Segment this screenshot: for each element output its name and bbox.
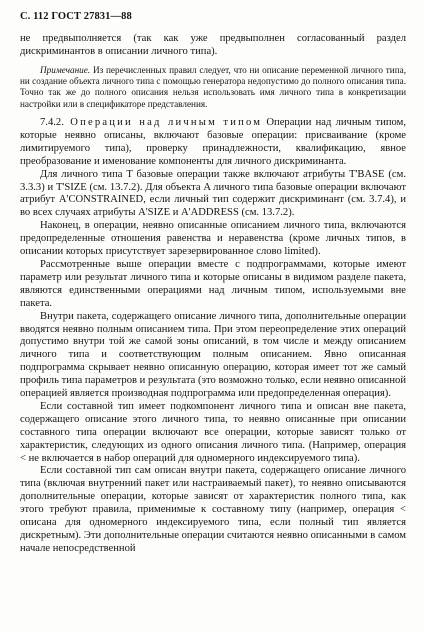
paragraph-3: Наконец, в операции, неявно описанные описанием личного типа, включаются предопределенные отношения равенства и неравенства (кроме личных типов, в описании которых присутствует зарезервированное слово limited). xyxy=(20,220,406,258)
paragraph-2: Для личного типа T базовые операции также включают атрибуты T'BASE (см. 3.3.3) и T'SIZE (см. 13.7.2). Для объекта A личного типа базовые операции включают атрибут A'CONSTRAINED, если личный тип содержит дискриминант (см. 3.7.4), и во всех случаях атрибуты A'SIZE и A'ADDRESS (см. 13.7.2). xyxy=(20,168,406,219)
section-heading-paragraph xyxy=(20,117,406,169)
paragraph-4: Рассмотренные выше операции вместе с подпрограммами, которые имеют параметр или результат личного типа и которые описаны в видимом разделе пакета, являются единственными операциями над личным типом, используемыми вне пакета. xyxy=(20,258,406,309)
section-number: 7.4.2. xyxy=(40,117,64,128)
paragraph-5: Внутри пакета, содержащего описание личного типа, дополнительные операции вводятся неявно полным описанием типа. При этом переопределение этих операций допустимо внутри той же самой зоны описаний, в том числе и между описанием личного типа и соответствующим полным описанием. Явно описанная подпрограмма скрывает неявно описанную операцию, которая имеет тот же самый профиль типа параметров и результата (это возможно только, если неявно описанной операцией является производная подпрограмма или предопределенная операция). xyxy=(20,310,406,400)
section-title: Операции над личным типом xyxy=(63,117,263,128)
note-text: Из перечисленных правил следует, что ни описание переменной личного типа, ни создание объекта личного типа с помощью генератора недопустимо до полного описания типа. Точно так же до полного описания нельзя использовать имя личного типа в конкретизации настройки или в спецификаторе представления. xyxy=(20,64,406,109)
paragraph-6: Если составной тип имеет подкомпонент личного типа и описан вне пакета, содержащего описание этого личного типа, то неявно описанные при описании составного типа операции включают все операции, которые зависят только от характеристик, следующих из одного описания личного типа. (Например, операция < не включается в набор операций для одномерного индексируемого типа). xyxy=(20,400,406,464)
note-paragraph xyxy=(20,65,406,110)
paragraph-1: Операции над личным типом, которые неявно описаны, включают базовые операции: присваивание (кроме лимитируемого типа), проверку принадлежности, квалификацию, явное преобразование и именование компоненты для личного дискриминанта. xyxy=(20,117,406,167)
continuation-paragraph: не предвыполняется (так как уже предвыполнен согласованный раздел дискриминантов в описании личного типа). xyxy=(20,33,406,57)
page-header: С. 112 ГОСТ 27831—88 xyxy=(20,11,132,22)
note-label: Примечание. xyxy=(40,64,91,75)
paragraph-7: Если составной тип сам описан внутри пакета, содержащего описание личного типа (включая внутренний пакет или настраиваемый пакет), то неявно описываются дополнительные операции, которые зависят от характеристик полного типа, как этого требуют правила, применимые к составному типу (например, операция < описана для одномерного индексируемого типа, если полный тип является дискретным). Эти дополнительные операции считаются неявно описанными в самом начале непосредственной xyxy=(20,465,406,554)
